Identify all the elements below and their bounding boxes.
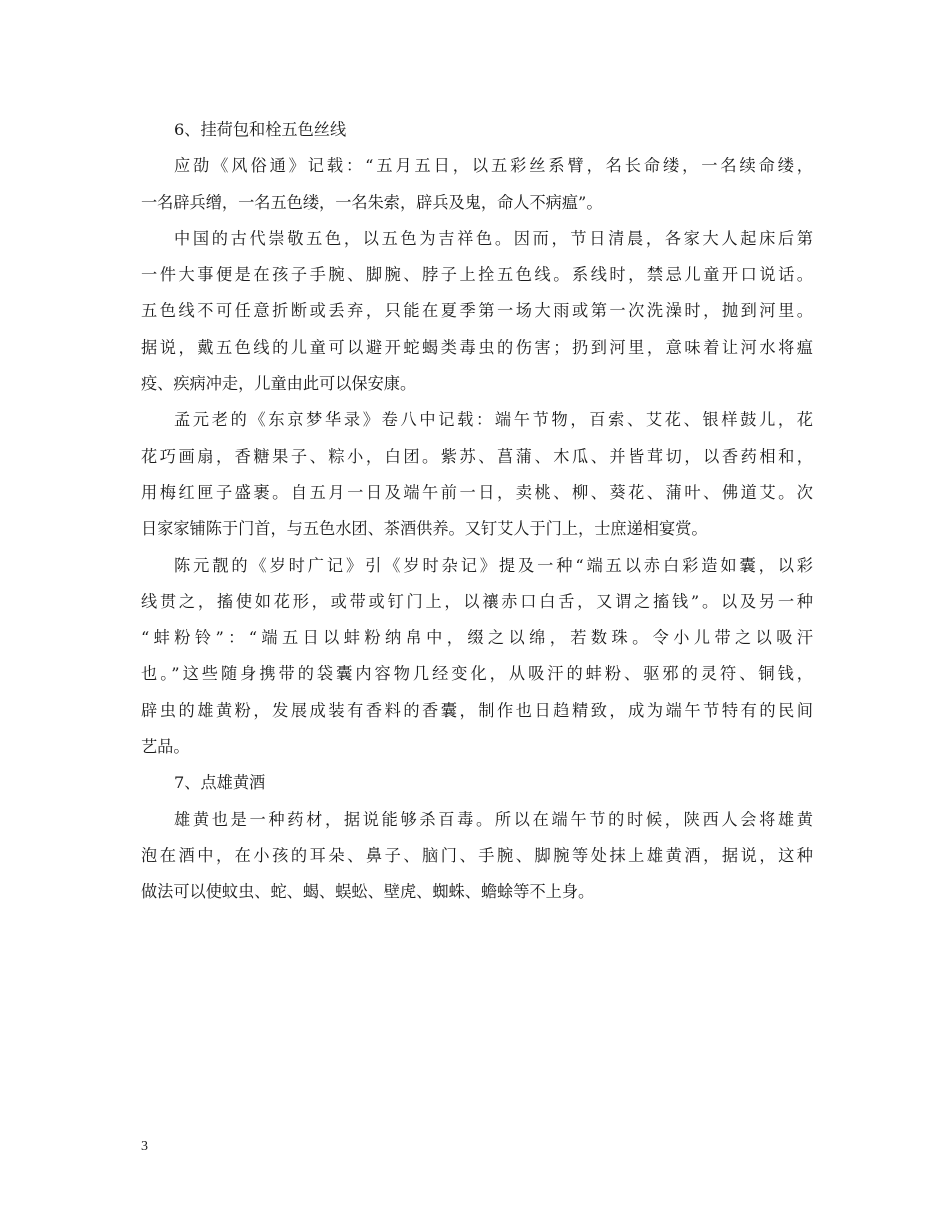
text-line: 也。”这些随身携带的袋囊内容物几经变化，从吸汗的蚌粉、驱邪的灵符、铜钱，	[141, 664, 813, 684]
text-line: 孟元老的《东京梦华录》卷八中记载：端午节物，百索、艾花、银样鼓儿，花	[174, 410, 813, 430]
text-line: 陈元靓的《岁时广记》引《岁时杂记》提及一种“端五以赤白彩造如囊，以彩	[174, 555, 813, 575]
text-line: 艺品。	[141, 737, 190, 757]
text-line: 中国的古代崇敬五色，以五色为吉祥色。因而，节日清晨，各家大人起床后第	[174, 228, 813, 248]
text-line: 6、挂荷包和栓五色丝线	[174, 120, 347, 139]
text-line: 五色线不可任意折断或丢弃，只能在夏季第一场大雨或第一次洗澡时，抛到河里。	[141, 301, 813, 321]
text-line: 用梅红匣子盛裹。自五月一日及端午前一日，卖桃、柳、葵花、蒲叶、佛道艾。次	[141, 482, 813, 502]
text-line: 做法可以使蚊虫、蛇、蝎、蜈蚣、壁虎、蜘蛛、蟾蜍等不上身。	[141, 882, 595, 902]
text-line: 线贯之，搐使如花形，或带或钉门上，以禳赤口白舌，又谓之搐钱”。以及另一种	[141, 591, 813, 611]
text-line: 应劭《风俗通》记载：“五月五日，以五彩丝系臂，名长命缕，一名续命缕，	[174, 156, 813, 176]
text-line: “蚌粉铃”：“端五日以蚌粉纳帛中，缀之以绵，若数珠。令小儿带之以吸汗	[141, 628, 813, 648]
text-line: 一件大事便是在孩子手腕、脚腕、脖子上拴五色线。系线时，禁忌儿童开口说话。	[141, 265, 813, 285]
text-line: 雄黄也是一种药材，据说能够杀百毒。所以在端午节的时候，陕西人会将雄黄	[174, 809, 813, 829]
page-number: 3	[141, 1139, 148, 1154]
document-body	[141, 112, 813, 911]
text-line: 泡在酒中，在小孩的耳朵、鼻子、脑门、手腕、脚腕等处抹上雄黄酒，据说，这种	[141, 845, 813, 865]
text-line: 疫、疾病冲走，儿童由此可以保安康。	[141, 374, 417, 394]
text-line: 一名辟兵缯，一名五色缕，一名朱索，辟兵及鬼，命人不病瘟”。	[141, 192, 603, 212]
text-line: 7、点雄黄酒	[174, 773, 266, 793]
text-line: 日家家铺陈于门首，与五色水团、茶酒供养。又钉艾人于门上，士庶递相宴赏。	[141, 519, 708, 539]
text-line: 花巧画扇，香糖果子、粽小，白团。紫苏、菖蒲、木瓜、并皆茸切，以香药相和，	[141, 446, 813, 466]
text-line: 据说，戴五色线的儿童可以避开蛇蝎类毒虫的伤害；扔到河里，意味着让河水将瘟	[141, 337, 813, 357]
text-line: 辟虫的雄黄粉，发展成装有香料的香囊，制作也日趋精致，成为端午节特有的民间	[141, 700, 813, 720]
